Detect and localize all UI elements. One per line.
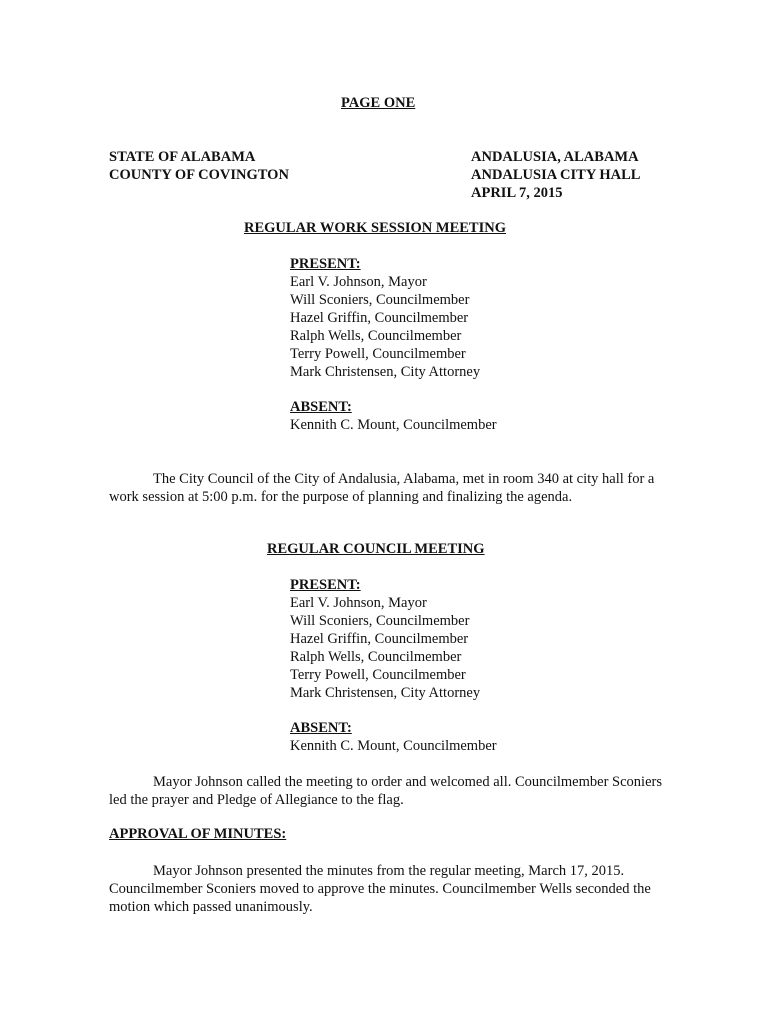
approval-heading: APPROVAL OF MINUTES: xyxy=(109,826,287,842)
present-heading: PRESENT: xyxy=(290,577,361,593)
attendee: Will Sconiers, Councilmember xyxy=(290,613,470,629)
approval-paragraph-text: Mayor Johnson presented the minutes from the regular meeting, March 17, 2015. Councilmember Sconiers moved to approve the minutes. Councilmember Wells seconded the motion which passed unanimously. xyxy=(109,863,651,915)
work-session-paragraph-text: The City Council of the City of Andalusia, Alabama, met in room 340 at city hall for a work session at 5:00 p.m. for the purpose of planning and finalizing the agenda. xyxy=(109,471,655,505)
header-state: STATE OF ALABAMA xyxy=(109,149,256,165)
attendee: Terry Powell, Councilmember xyxy=(290,346,466,362)
council-meeting-present xyxy=(290,576,480,702)
header-city: ANDALUSIA, ALABAMA xyxy=(471,149,639,165)
absentee: Kennith C. Mount, Councilmember xyxy=(290,417,497,433)
attendee: Ralph Wells, Councilmember xyxy=(290,649,462,665)
council-meeting-title: REGULAR COUNCIL MEETING xyxy=(267,541,485,557)
attendee: Mark Christensen, City Attorney xyxy=(290,364,481,380)
council-meeting-paragraph xyxy=(109,773,669,809)
work-session-paragraph xyxy=(109,470,669,506)
work-session-title: REGULAR WORK SESSION MEETING xyxy=(244,220,506,236)
absent-heading: ABSENT: xyxy=(290,720,352,736)
header-date: APRIL 7, 2015 xyxy=(471,185,563,201)
approval-paragraph xyxy=(109,862,669,916)
absent-heading: ABSENT: xyxy=(290,399,352,415)
attendee: Will Sconiers, Councilmember xyxy=(290,292,470,308)
header-county: COUNTY OF COVINGTON xyxy=(109,167,289,183)
attendee: Earl V. Johnson, Mayor xyxy=(290,595,427,611)
attendee: Earl V. Johnson, Mayor xyxy=(290,274,427,290)
attendee: Hazel Griffin, Councilmember xyxy=(290,310,469,326)
absentee: Kennith C. Mount, Councilmember xyxy=(290,738,497,754)
header-left xyxy=(109,148,289,184)
attendee: Terry Powell, Councilmember xyxy=(290,667,466,683)
page-label: PAGE ONE xyxy=(341,95,416,111)
header-right xyxy=(471,148,640,202)
council-meeting-absent xyxy=(290,719,497,755)
attendee: Mark Christensen, City Attorney xyxy=(290,685,481,701)
attendee: Hazel Griffin, Councilmember xyxy=(290,631,469,647)
attendee: Ralph Wells, Councilmember xyxy=(290,328,462,344)
work-session-absent xyxy=(290,398,497,434)
present-heading: PRESENT: xyxy=(290,256,361,272)
council-meeting-paragraph-text: Mayor Johnson called the meeting to order and welcomed all. Councilmember Sconiers led the prayer and Pledge of Allegiance to the flag. xyxy=(109,774,662,808)
header-location: ANDALUSIA CITY HALL xyxy=(471,167,641,183)
work-session-present xyxy=(290,255,480,381)
